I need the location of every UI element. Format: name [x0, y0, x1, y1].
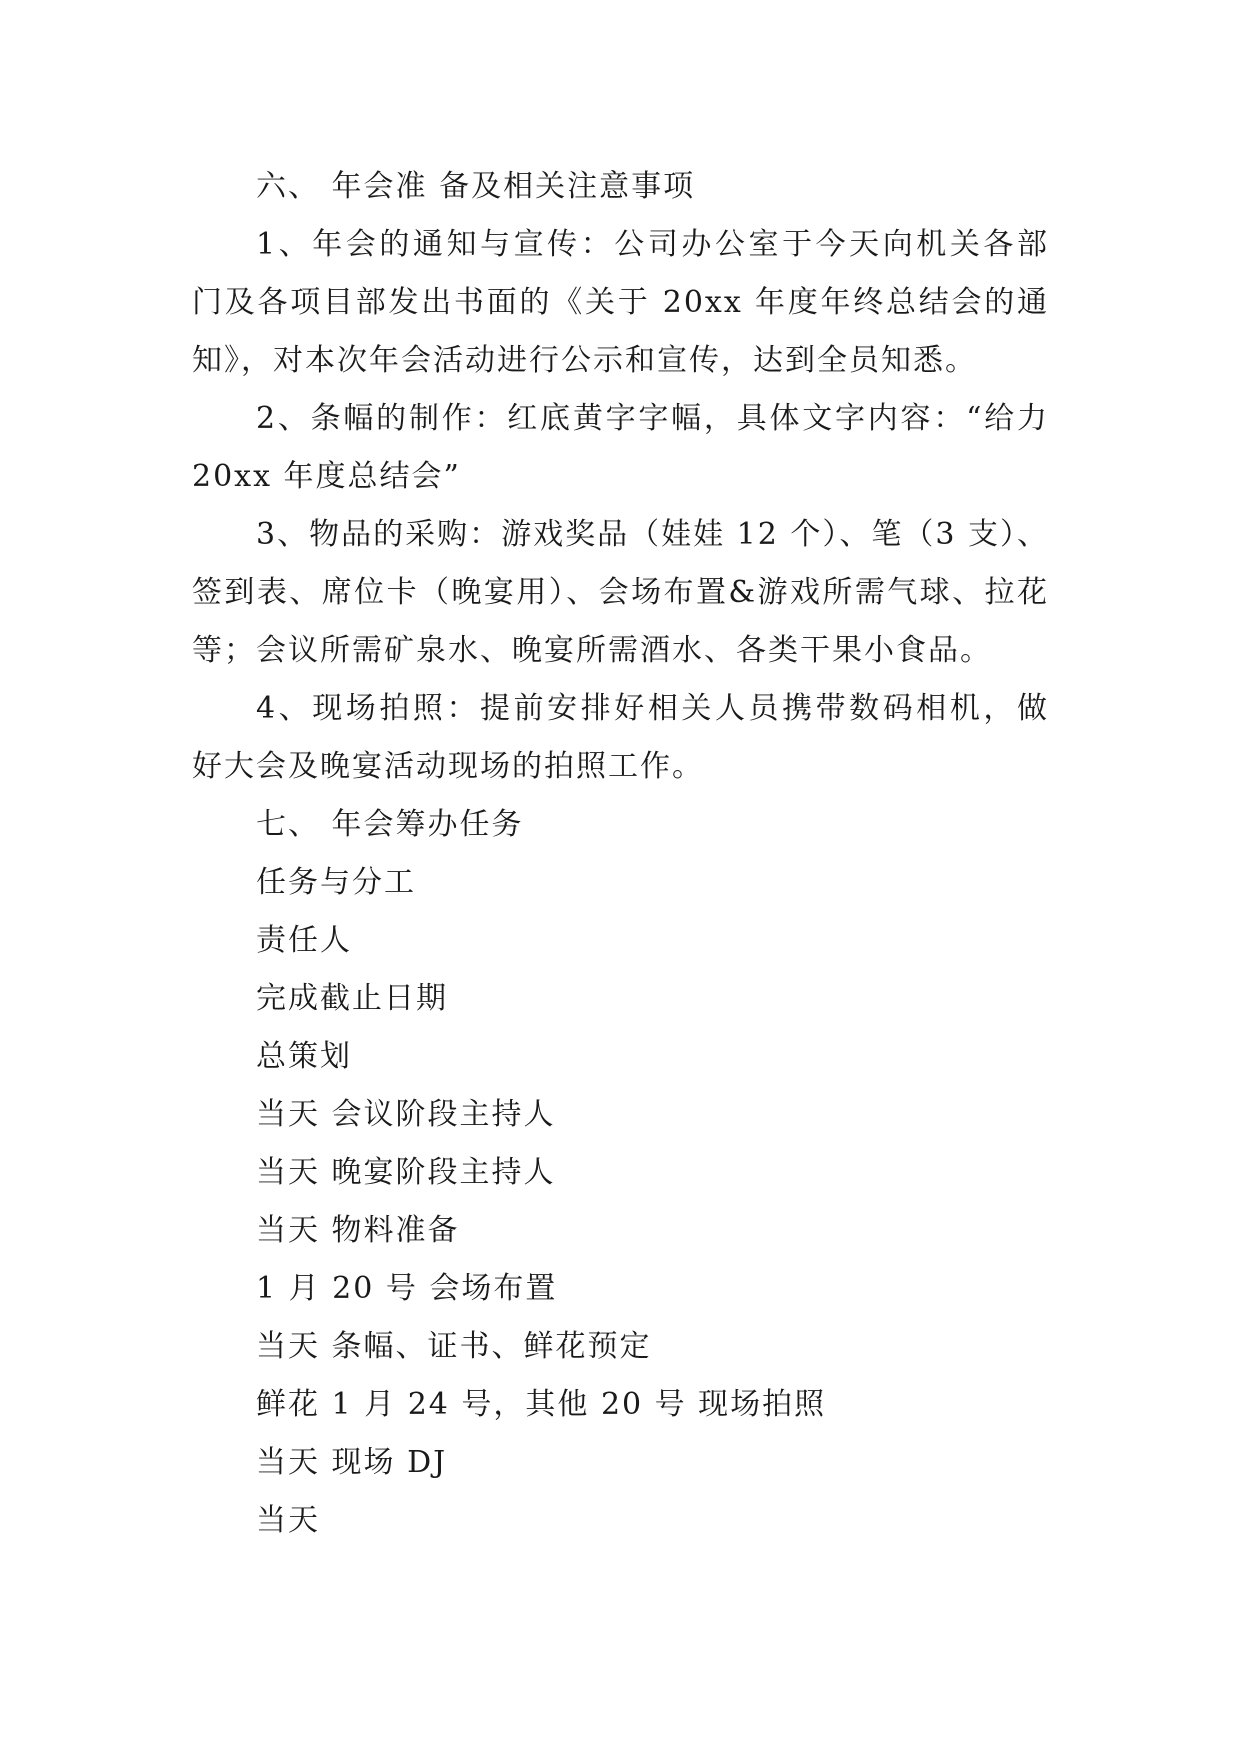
- item-1-notice: [192, 216, 1049, 390]
- paragraph-line: 1、年会的通知与宣传：公司办公室于今天向机关各部: [256, 227, 1049, 262]
- section-7-heading: 七、 年会筹办任务: [256, 807, 524, 842]
- task-row: 当天 条幅、证书、鲜花预定: [256, 1329, 652, 1364]
- paragraph-line: 2、条幅的制作：红底黄字字幅，具体文字内容：“给力: [256, 401, 1049, 436]
- paragraph-line: 等；会议所需矿泉水、晚宴所需酒水、各类干果小食品。: [192, 633, 992, 668]
- paragraph-line: 好大会及晚宴活动现场的拍照工作。: [192, 749, 704, 784]
- task-row: 完成截止日期: [256, 981, 448, 1016]
- paragraph-line: 门及各项目部发出书面的《关于 20xx 年度年终总结会的通: [192, 285, 1049, 320]
- item-3-purchasing: [192, 506, 1049, 680]
- task-row: 当天 会议阶段主持人: [256, 1097, 556, 1132]
- paragraph-line: 3、物品的采购：游戏奖品（娃娃 12 个）、笔（3 支）、: [256, 517, 1049, 552]
- task-row: 总策划: [256, 1039, 352, 1074]
- task-row: 当天: [256, 1503, 320, 1538]
- task-row: 当天 现场 DJ: [256, 1445, 448, 1480]
- section-6-heading: 六、 年会准 备及相关注意事项: [256, 169, 696, 204]
- task-row: 责任人: [256, 923, 352, 958]
- task-list: [192, 854, 1049, 1550]
- task-row: 当天 晚宴阶段主持人: [256, 1155, 556, 1190]
- paragraph-line: 知》，对本次年会活动进行公示和宣传，达到全员知悉。: [192, 343, 977, 378]
- task-row: 1 月 20 号 会场布置: [256, 1271, 558, 1306]
- task-row: 当天 物料准备: [256, 1213, 460, 1248]
- item-2-banner: [192, 390, 1049, 506]
- paragraph-line: 20xx 年度总结会”: [192, 459, 461, 494]
- task-row: 鲜花 1 月 24 号，其他 20 号 现场拍照: [256, 1387, 827, 1422]
- item-4-photography: [192, 680, 1049, 796]
- document-page: [192, 158, 1049, 1550]
- task-row: 任务与分工: [256, 865, 416, 900]
- paragraph-line: 签到表、席位卡（晚宴用）、会场布置&游戏所需气球、拉花: [192, 575, 1049, 610]
- paragraph-line: 4、现场拍照：提前安排好相关人员携带数码相机，做: [256, 691, 1049, 726]
